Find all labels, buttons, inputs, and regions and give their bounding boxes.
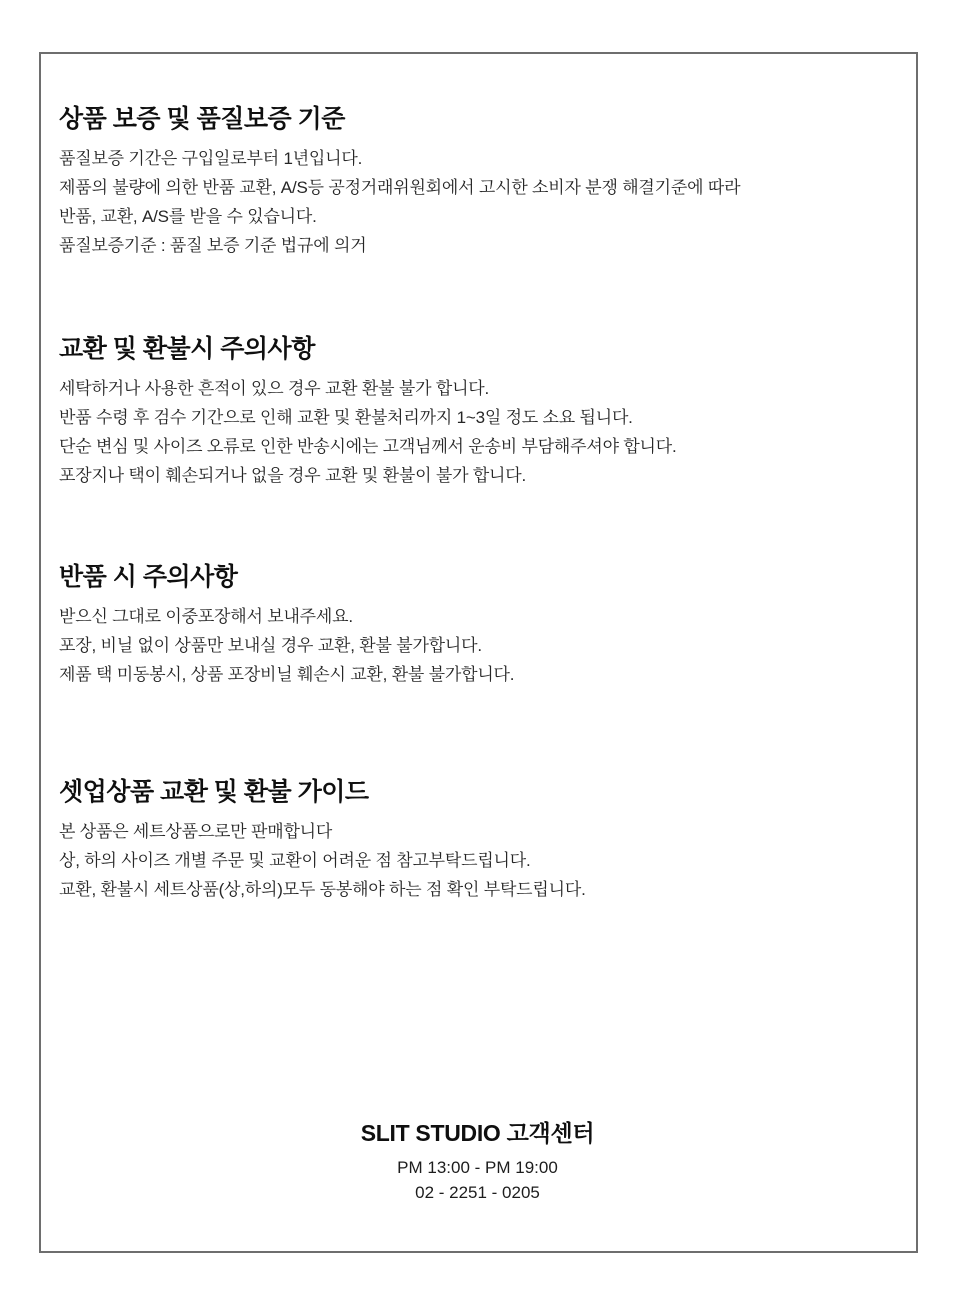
return-caution-line: 받으신 그대로 이중포장해서 보내주세요.	[59, 607, 353, 626]
policy-sheet	[39, 52, 918, 1253]
customer-center	[59, 1119, 896, 1205]
setup-guide-section-title: 셋업상품 교환 및 환불 가이드	[59, 778, 369, 806]
warranty-line: 품질보증기준 : 품질 보증 기준 법규에 의거	[59, 236, 367, 255]
warranty-line: 반품, 교환, A/S를 받을 수 있습니다.	[59, 207, 317, 226]
warranty-line: 제품의 불량에 의한 반품 교환, A/S등 공정거래위원회에서 고시한 소비자 분쟁 해결기준에 따라	[59, 178, 741, 197]
return-caution-line: 포장, 비닐 없이 상품만 보내실 경우 교환, 환불 불가합니다.	[59, 636, 482, 655]
exchange-refund-line: 단순 변심 및 사이즈 오류로 인한 반송시에는 고객님께서 운송비 부담해주셔야 합니다.	[59, 437, 677, 456]
customer-center-phone: 02 - 2251 - 0205	[415, 1183, 540, 1202]
exchange-refund-section	[59, 334, 896, 490]
exchange-refund-line: 포장지나 택이 훼손되거나 없을 경우 교환 및 환불이 불가 합니다.	[59, 466, 527, 485]
warranty-section-title: 상품 보증 및 품질보증 기준	[59, 105, 345, 133]
return-caution-line: 제품 택 미동봉시, 상품 포장비닐 훼손시 교환, 환불 불가합니다.	[59, 665, 515, 684]
setup-guide-line: 교환, 환불시 세트상품(상,하의)모두 동봉해야 하는 점 확인 부탁드립니다.	[59, 880, 586, 899]
return-caution-section	[59, 562, 896, 689]
warranty-section	[59, 104, 896, 260]
exchange-refund-line: 반품 수령 후 검수 기간으로 인해 교환 및 환불처리까지 1~3일 정도 소요 됩니다.	[59, 408, 633, 427]
setup-guide-line: 본 상품은 세트상품으로만 판매합니다	[59, 822, 333, 841]
setup-guide-section	[59, 777, 896, 904]
customer-center-title: SLIT STUDIO 고객센터	[360, 1120, 595, 1146]
return-caution-section-title: 반품 시 주의사항	[59, 563, 238, 591]
customer-center-hours: PM 13:00 - PM 19:00	[397, 1158, 558, 1177]
warranty-line: 품질보증 기간은 구입일로부터 1년입니다.	[59, 149, 363, 168]
exchange-refund-section-title: 교환 및 환불시 주의사항	[59, 335, 315, 363]
setup-guide-line: 상, 하의 사이즈 개별 주문 및 교환이 어려운 점 참고부탁드립니다.	[59, 851, 531, 870]
exchange-refund-line: 세탁하거나 사용한 흔적이 있으 경우 교환 환불 불가 합니다.	[59, 379, 490, 398]
